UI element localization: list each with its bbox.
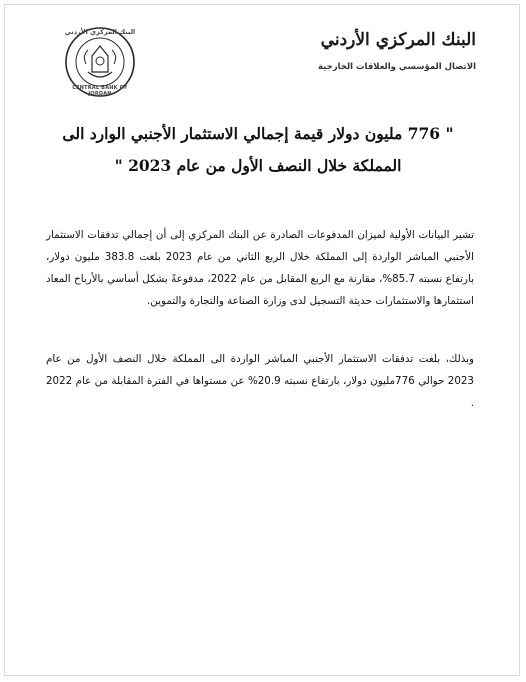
page-frame: [4, 4, 520, 676]
logo-text-arabic: البنك المركزي الأردني: [64, 28, 136, 36]
bank-name: البنك المركزي الأردني: [320, 30, 476, 50]
logo-text-english: CENTRAL BANK OF JORDAN: [72, 85, 128, 97]
paragraph-2: وبذلك، بلغت تدفقات الاستثمار الأجنبي المباشر الواردة الى المملكة خلال النصف الأول من عام 2023 حوالي 776مليون دولار، بارتفاع نسبته 20.9% عن مستواها في الفترة المقابلة من عام 2022 .: [46, 353, 474, 409]
central-bank-logo-icon: [64, 26, 136, 98]
department-name: الاتصال المؤسسي والعلاقات الخارجية: [317, 62, 476, 72]
paragraph-1: تشير البيانات الأولية لميزان المدفوعات الصادرة عن البنك المركزي إلى أن إجمالي تدفقات الاستثمار الأجنبي المباشر الواردة إلى المملكة خلال الربع الثاني من عام 2023 بلغت 383.8 مليون دولار، بارتفاع نسبته 85.7%، مقارنة مع الربع المقابل من عام 2022، مدفوعةً بشكل أساسي بالأرباح المعاد استثمارها والاستثمارات حديثة التسجيل لدى وزارة الصناعة والتجارة والتموين.: [46, 229, 474, 307]
document-title: " 776 مليون دولار قيمة إجمالي الاستثمار الأجنبي الوارد الى المملكة خلال النصف الأول من عام 2023 ": [62, 124, 454, 175]
